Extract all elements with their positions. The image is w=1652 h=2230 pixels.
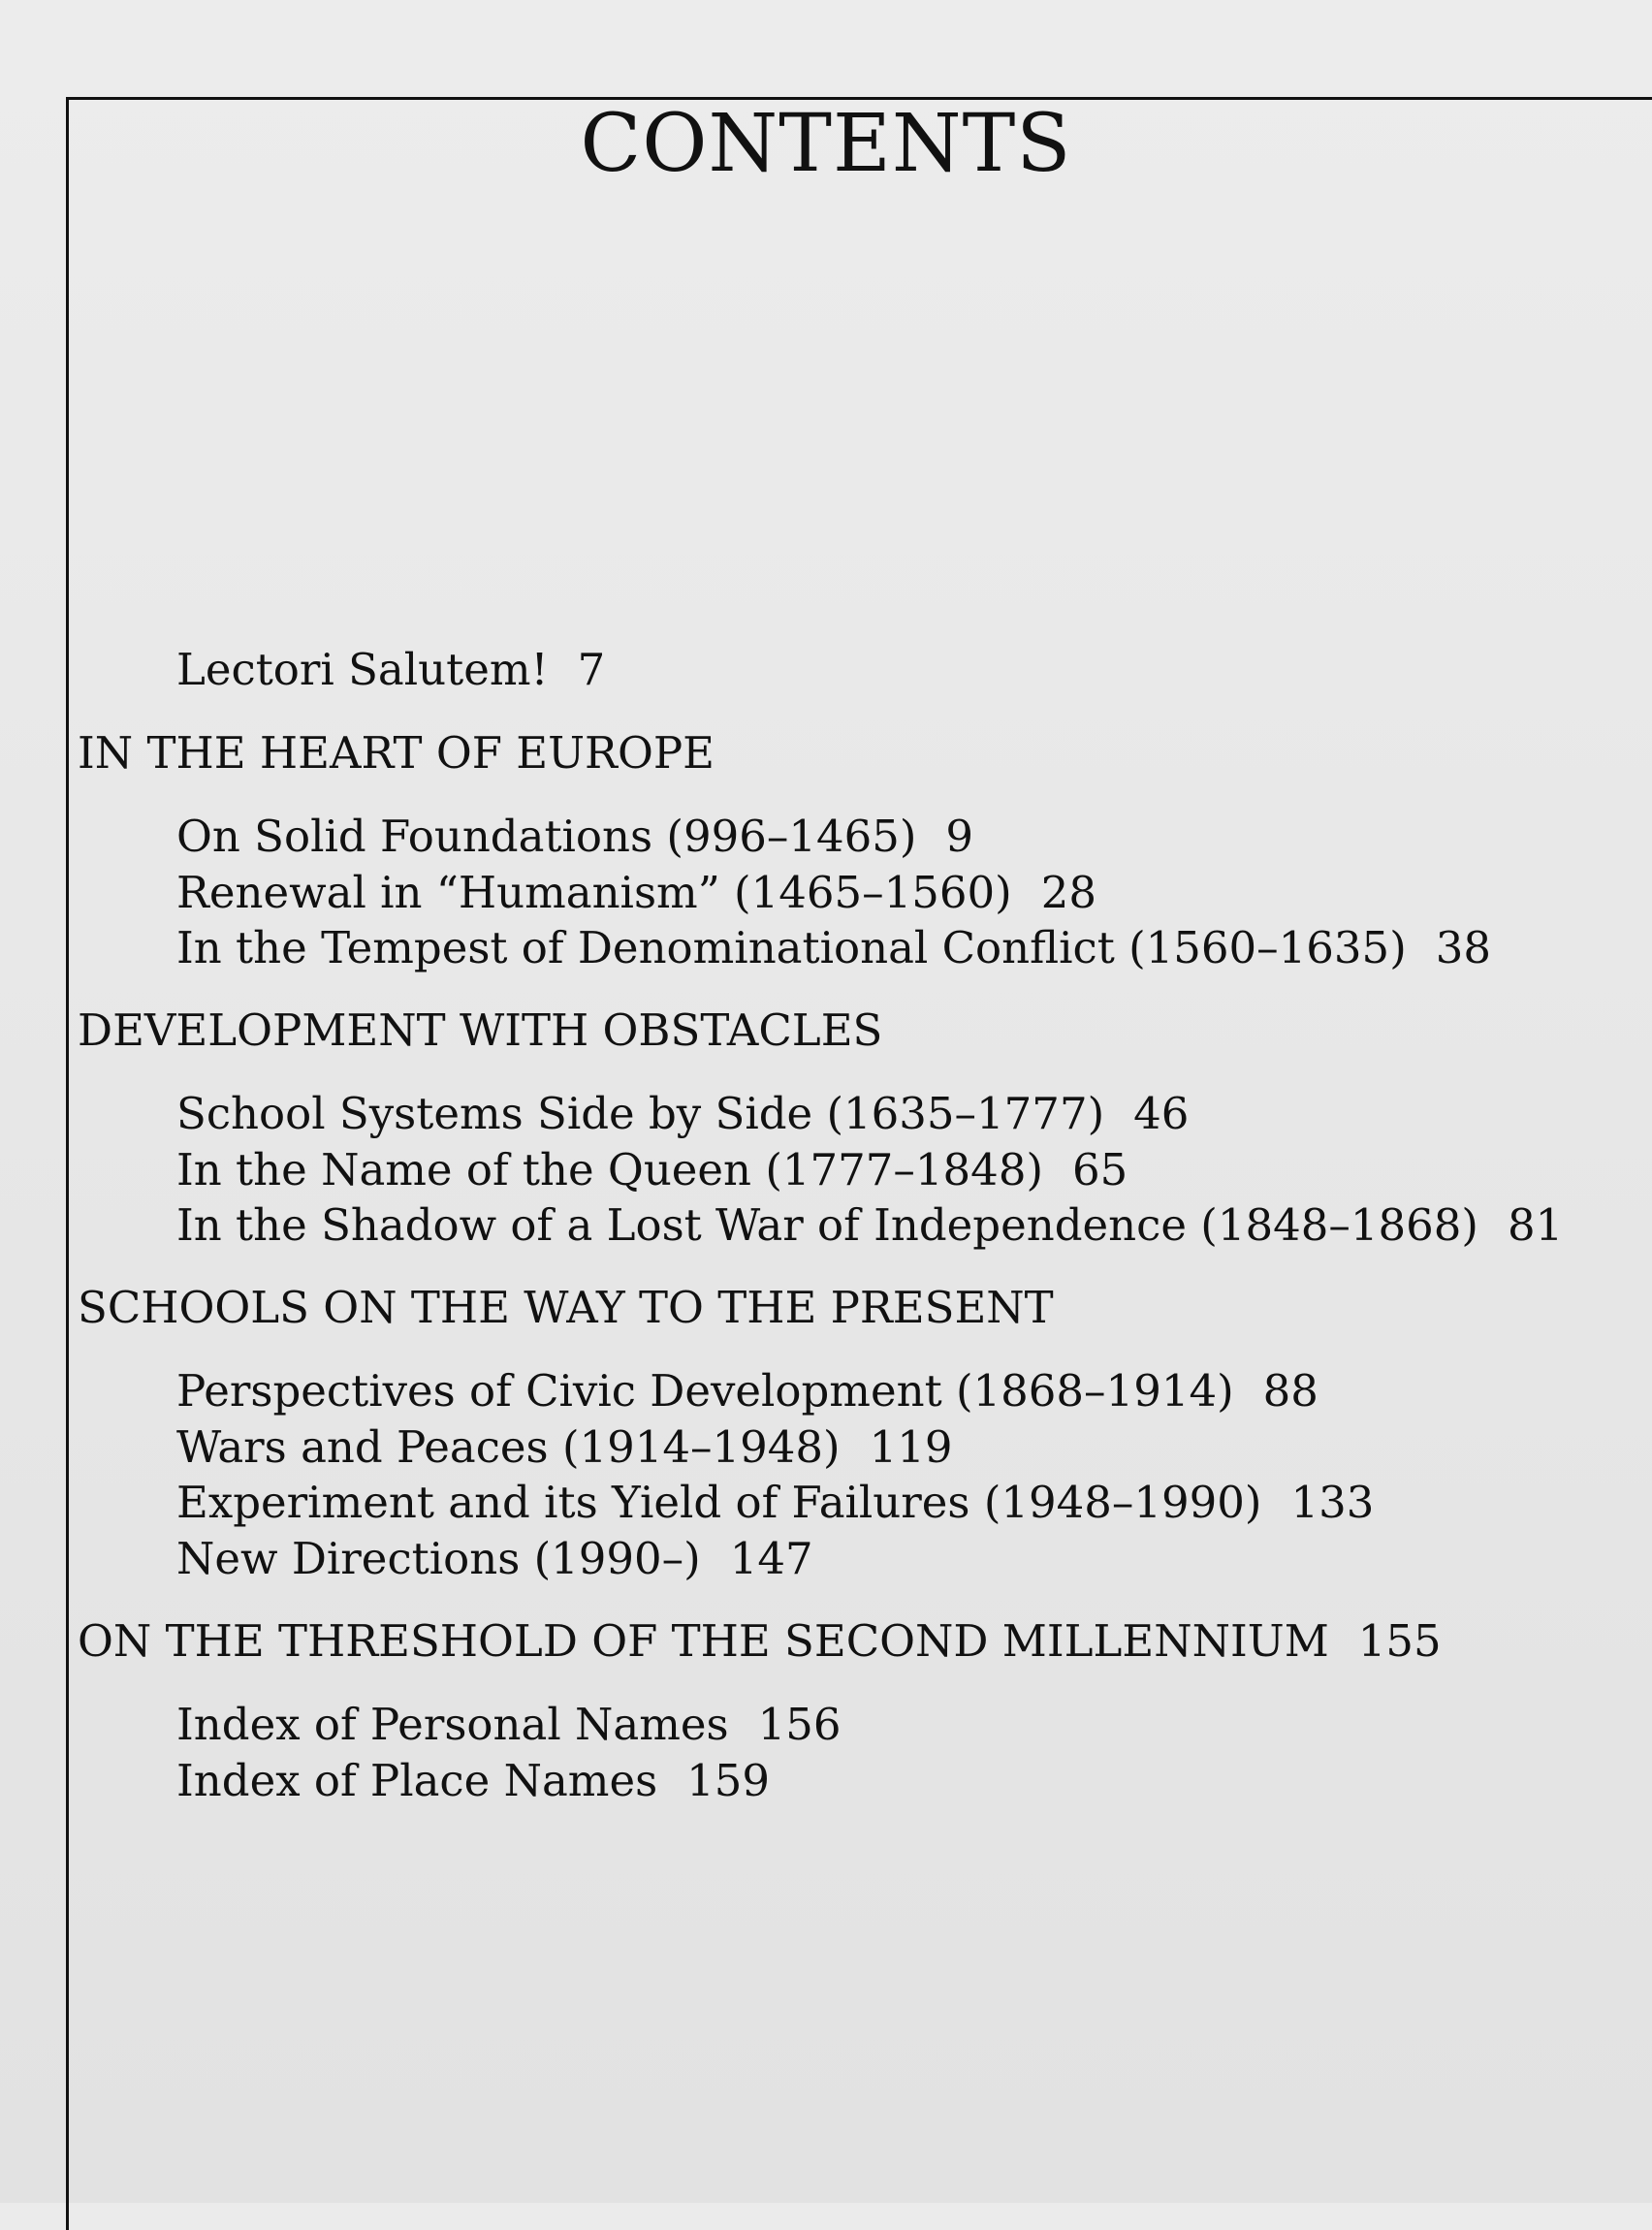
toc-entry-label: School Systems Side by Side (1635–1777): [176, 1088, 1105, 1139]
toc-entry: [176, 1421, 953, 1473]
toc-entry: [176, 1365, 1318, 1417]
toc-section-heading-label: ON THE THRESHOLD OF THE SECOND MILLENNIUM: [78, 1615, 1329, 1667]
toc-entry-label: In the Shadow of a Lost War of Independence (1848–1868): [176, 1199, 1478, 1251]
toc-entry: [176, 1755, 771, 1806]
toc-entry-page: 147: [729, 1533, 813, 1584]
toc-entry-page: 156: [757, 1699, 842, 1750]
toc-entry-page: 28: [1040, 867, 1096, 918]
toc-entry-page: 119: [869, 1421, 953, 1473]
toc-entry-label: On Solid Foundations (996–1465): [176, 811, 917, 862]
toc-entry: [176, 1144, 1128, 1195]
toc-section-heading-page: 155: [1357, 1615, 1442, 1667]
page-title: CONTENTS: [580, 98, 1072, 190]
toc-entry: [176, 1477, 1375, 1528]
toc-entry-page: 7: [577, 644, 606, 695]
toc-entry-page: 46: [1133, 1088, 1190, 1139]
toc-entry-page: 88: [1262, 1365, 1318, 1417]
toc-entry-label: In the Tempest of Denominational Conflict (1560–1635): [176, 922, 1407, 973]
toc-entry-page: 65: [1072, 1144, 1128, 1195]
toc-entry-label: Experiment and its Yield of Failures (1948–1990): [176, 1477, 1262, 1528]
toc-entry: [176, 867, 1096, 918]
toc-entry: [176, 1088, 1190, 1139]
toc-section-heading: IN THE HEART OF EUROPE: [78, 727, 715, 779]
toc-entry: [176, 1533, 813, 1584]
toc-entry-label: Perspectives of Civic Development (1868–1914): [176, 1365, 1234, 1417]
toc-entry-page: 81: [1507, 1199, 1564, 1251]
toc-section-heading: SCHOOLS ON THE WAY TO THE PRESENT: [78, 1282, 1054, 1333]
toc-entry-label: Index of Personal Names: [176, 1699, 729, 1750]
toc-entry-page: 133: [1290, 1477, 1375, 1528]
toc-entry: [176, 811, 974, 862]
toc-entry-label: Renewal in “Humanism” (1465–1560): [176, 867, 1012, 918]
toc-entry-label: Index of Place Names: [176, 1755, 658, 1806]
toc-entry-label: In the Name of the Queen (1777–1848): [176, 1144, 1044, 1195]
toc-entry-intro: [176, 644, 606, 695]
toc-entry: [176, 1699, 842, 1750]
toc-section-heading: [78, 1615, 1442, 1667]
toc-entry: [176, 922, 1492, 973]
toc-section-heading: DEVELOPMENT WITH OBSTACLES: [78, 1004, 883, 1056]
toc-entry-label: Lectori Salutem!: [176, 644, 549, 695]
toc-entry: [176, 1199, 1564, 1251]
toc-entry-label: Wars and Peaces (1914–1948): [176, 1421, 841, 1473]
toc-entry-page: 38: [1435, 922, 1492, 973]
toc-entry-page: 159: [686, 1755, 771, 1806]
toc-entry-label: New Directions (1990–): [176, 1533, 701, 1584]
toc-entry-page: 9: [945, 811, 974, 862]
